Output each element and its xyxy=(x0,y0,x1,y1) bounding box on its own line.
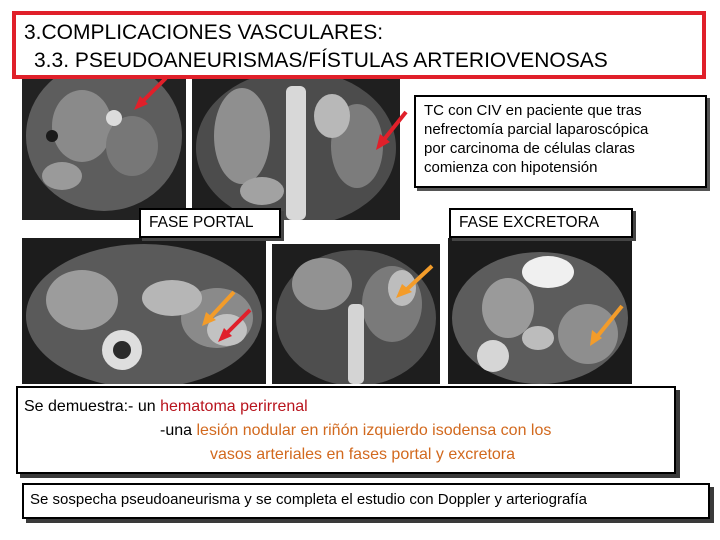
info-line-2: nefrectomía parcial laparoscópica xyxy=(424,121,649,138)
findings-line-1 xyxy=(24,398,308,416)
findings-box xyxy=(16,386,676,474)
ct-image-top-left xyxy=(22,76,186,220)
conclusion-box: Se sospecha pseudoaneurisma y se completa el estudio con Doppler y arteriografía xyxy=(22,483,710,519)
findings-line-3: vasos arteriales en fases portal y excretora xyxy=(210,446,516,463)
title-line-2: 3.3. PSEUDOANEURISMAS/FÍSTULAS ARTERIOVENOSAS xyxy=(34,49,608,72)
ct-image-bottom-right xyxy=(448,238,632,384)
findings-prefix: Se demuestra:- un xyxy=(24,398,161,415)
ct-image-top-middle xyxy=(192,76,400,220)
ct-image-bottom-left xyxy=(22,238,266,384)
findings-line-2-prefix: -una xyxy=(160,422,197,439)
hematoma-text: hematoma perirrenal xyxy=(160,398,308,415)
excretory-phase-label: FASE EXCRETORA xyxy=(449,208,633,238)
info-line-1: TC con CIV en paciente que tras xyxy=(424,102,642,119)
ct-image-bottom-middle xyxy=(272,244,440,384)
findings-line-2 xyxy=(160,422,551,440)
slide-title xyxy=(12,11,706,79)
title-line-1: 3.COMPLICACIONES VASCULARES: xyxy=(24,21,384,44)
lesion-text: lesión nodular en riñón izquierdo isodensa con los xyxy=(196,422,552,439)
info-line-3: por carcinoma de células claras xyxy=(424,140,635,157)
portal-phase-label: FASE PORTAL xyxy=(139,208,281,238)
clinical-info-box xyxy=(414,95,707,188)
info-line-4: comienza con hipotensión xyxy=(424,159,598,176)
